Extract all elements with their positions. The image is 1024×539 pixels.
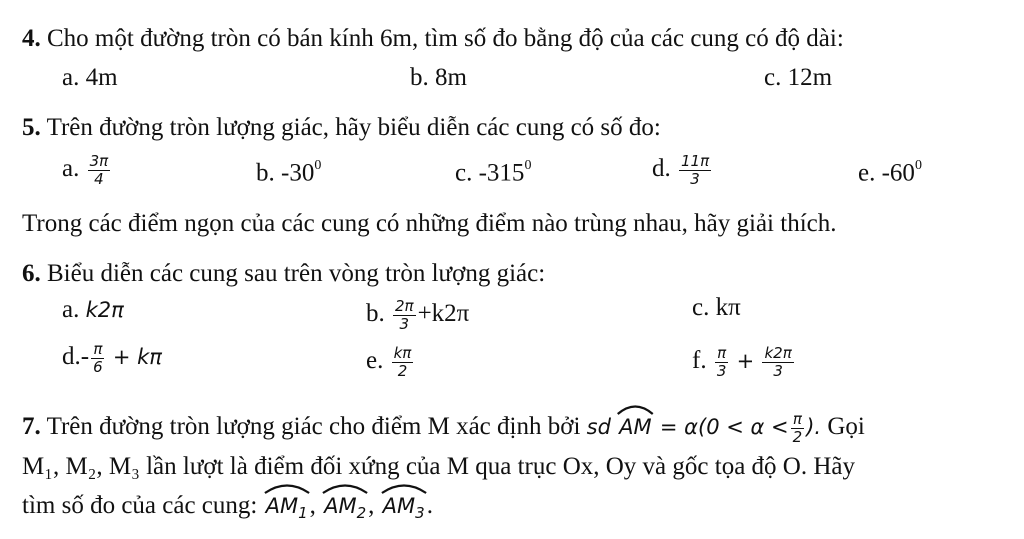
q6-option-e (366, 345, 415, 380)
q5-option-d (652, 153, 713, 188)
arc-hat-icon (381, 482, 427, 494)
q4-option-b (410, 63, 467, 93)
question-6-line (22, 259, 545, 289)
question-7-line-1 (22, 411, 865, 446)
q6-option-d-fraction (91, 341, 105, 376)
q6-b-num: 2π (395, 297, 414, 315)
question-6-text: Biểu diễn các cung sau trên vòng tròn lượng giác: (47, 260, 546, 287)
q5-option-a-fraction (88, 153, 111, 188)
q7-arc-am1 (264, 491, 310, 528)
q6-option-a (62, 295, 124, 325)
q7-arc-am2-base: AM (324, 494, 357, 518)
q5-a-den: 4 (94, 170, 104, 188)
question-7-line-3-text: tìm số đo của các cung: (22, 492, 258, 519)
q5-option-a (62, 153, 112, 188)
q7-arc-am-label: AM (619, 415, 652, 440)
q6-option-f-label: f. (692, 347, 707, 375)
q6-option-d-label: d. (62, 343, 81, 371)
question-7-number: 7. (22, 413, 41, 441)
q6-f-den2: 3 (773, 362, 783, 380)
question-4-number: 4. (22, 25, 41, 52)
question-4-text: Cho một đường tròn có bán kính 6m, tìm số đo bằng độ của các cung có độ dài: (47, 25, 844, 52)
q5-option-c-label: c. (455, 159, 473, 187)
q7-arc-am (617, 412, 653, 442)
q6-option-c (692, 293, 741, 323)
question-5-number: 5. (22, 114, 41, 141)
q6-option-b (366, 298, 469, 333)
question-6-number: 6. (22, 260, 41, 287)
q5-d-num: 11π (681, 152, 710, 170)
q6-option-f (692, 345, 796, 380)
q5-option-e-label: e. (858, 159, 876, 187)
question-7-line-3 (22, 491, 433, 528)
q4-option-a-label: a. (62, 64, 80, 91)
question-4-line (22, 24, 844, 54)
q6-f-num2: k2π (764, 344, 792, 362)
q6-option-f-fraction-1 (715, 345, 729, 380)
question-5-line (22, 113, 661, 143)
question-5-text: Trên đường tròn lượng giác, hãy biểu diễn các cung có số đo: (46, 114, 661, 141)
q7-sd: sd (586, 415, 611, 440)
q5-option-e-degree: 0 (914, 158, 922, 173)
q4-option-c-label: c. (764, 64, 782, 91)
q4-option-c-value: 12m (787, 64, 833, 91)
q5-option-b-degree: 0 (314, 158, 322, 173)
q5-option-c-degree: 0 (524, 158, 532, 173)
question-7-text-start: Trên đường tròn lượng giác cho điểm M xác định bởi (46, 413, 581, 441)
arc-hat-icon (264, 482, 310, 494)
q4-option-b-label: b. (410, 64, 429, 91)
q7-arc-sep-3: . (426, 492, 433, 519)
q6-option-d (62, 341, 162, 376)
q7-arc-am3 (381, 491, 427, 528)
q6-d-num: π (93, 340, 103, 358)
q6-e-den: 2 (397, 362, 408, 380)
q7-arc-am1-base: AM (265, 494, 299, 518)
q6-d-den: 6 (93, 358, 103, 376)
q7-arc-am2-sub: 2 (356, 504, 367, 523)
arc-hat-icon (617, 403, 653, 415)
q7-condition: = α(0 < α < (659, 415, 789, 440)
q5-option-a-label: a. (62, 155, 80, 183)
q6-f-num1: π (717, 344, 727, 362)
q4-option-c (764, 63, 832, 93)
q6-option-c-expr: kπ (715, 294, 741, 321)
q5-option-e (858, 153, 922, 188)
q6-option-c-label: c. (692, 294, 710, 321)
q5-option-e-value: -60 (881, 159, 915, 187)
q5-option-b-value: -30 (281, 159, 315, 187)
q6-option-e-label: e. (366, 347, 384, 375)
q5-option-d-label: d. (652, 155, 671, 183)
q6-option-b-fraction (393, 298, 416, 333)
q7-arc-am1-sub: 1 (298, 504, 308, 523)
q5-option-c-value: -315 (478, 159, 525, 187)
q7-condition-fraction (791, 411, 805, 446)
q6-e-num: kπ (393, 344, 412, 362)
q7-arc-sep-1: , (309, 492, 316, 519)
q7-cond-den: 2 (792, 428, 803, 446)
q6-f-den1: 3 (716, 362, 727, 380)
q6-option-a-expr: k2π (85, 298, 124, 322)
q6-option-e-fraction (392, 345, 414, 380)
q7-arc-am3-base: AM (382, 494, 416, 518)
q4-option-b-value: 8m (435, 64, 467, 91)
q5-d-den: 3 (690, 170, 700, 188)
q6-option-f-plus: + (736, 349, 755, 374)
q6-b-den: 3 (399, 315, 410, 333)
q5-option-d-fraction (679, 153, 711, 188)
q5-option-c (455, 153, 531, 188)
q4-option-a (62, 63, 118, 93)
q5-option-b (256, 153, 321, 188)
q6-option-a-label: a. (62, 296, 80, 323)
q7-cond-num: π (792, 410, 802, 428)
q6-option-b-rest: +k2π (417, 300, 470, 328)
q6-option-d-rest: + kπ (112, 345, 162, 370)
question-7-text-end: Gọi (827, 413, 865, 441)
question-7-line-2: M₁, M₂, M₃ lần lượt là điểm đối xứng của M qua trục Ox, Oy và gốc tọa độ O. Hãy (22, 453, 855, 480)
q4-option-a-value: 4m (85, 64, 118, 91)
q6-option-b-label: b. (366, 300, 385, 328)
q7-arc-am2 (322, 491, 368, 528)
q5-option-b-label: b. (256, 159, 275, 187)
q6-option-d-sign: - (80, 343, 90, 371)
q7-condition-end: ). (806, 415, 822, 440)
q7-arc-sep-2: , (368, 492, 375, 519)
q7-arc-am3-sub: 3 (415, 504, 425, 523)
q6-option-f-fraction-2 (762, 345, 793, 380)
arc-hat-icon (322, 482, 368, 494)
q5-a-num: 3π (89, 152, 109, 170)
q5-note: Trong các điểm ngọn của các cung có những điểm nào trùng nhau, hãy giải thích. (22, 210, 837, 237)
